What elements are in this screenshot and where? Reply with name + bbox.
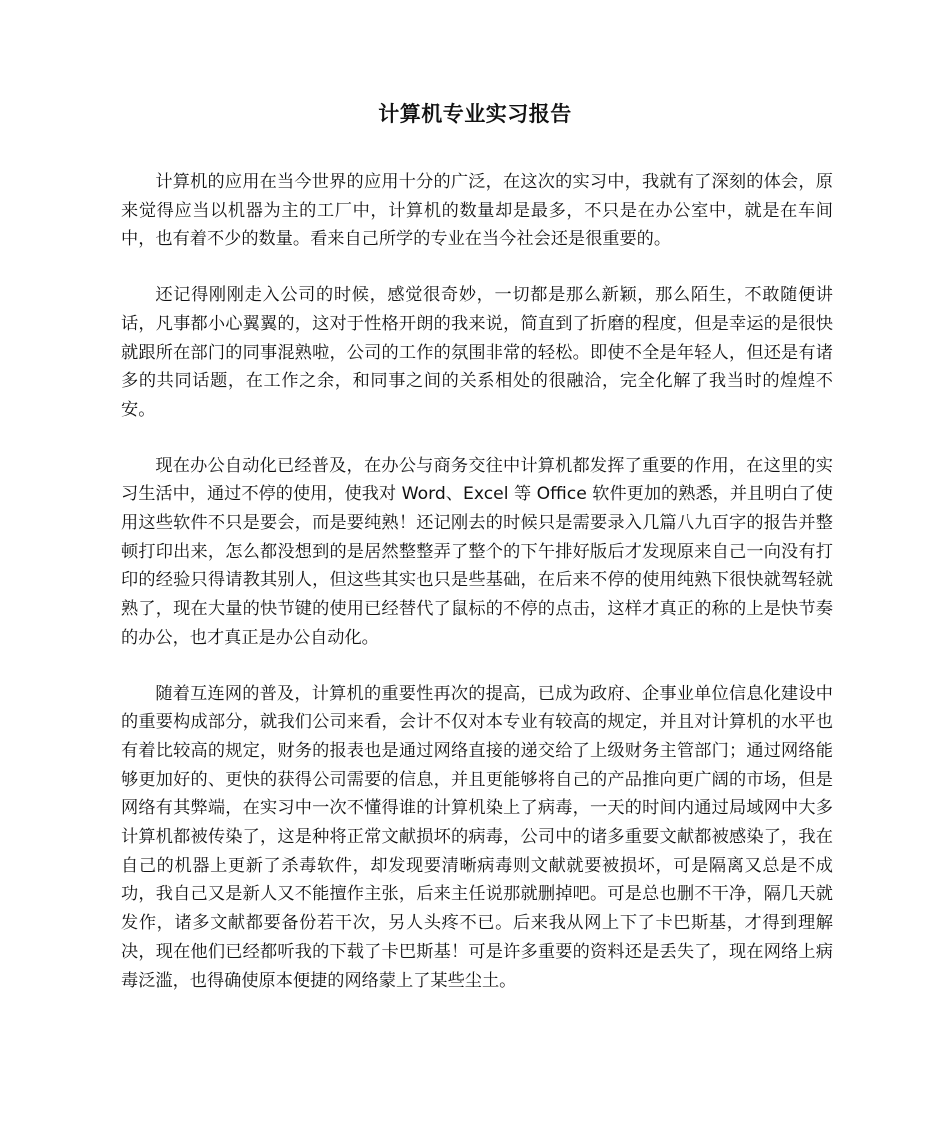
- document-title: 计算机专业实习报告: [378, 102, 572, 126]
- paragraph-3: 现在办公自动化已经普及，在办公与商务交往中计算机都发挥了重要的作用，在这里的实习生活中，通过不停的使用，使我对 Word、Excel 等 Office 软件更加的熟悉，并且明白了使用这些软件不只是要会，而是要纯熟！还记刚去的时候只是需要录入几篇八九百字的报告并整顿打印出来，怎么都没想到的是居然整整弄了整个的下午排好版后才发现原来自己一向没有打印的经验只得请教其别人，但这些其实也只是些基础，在后来不停的使用纯熟下很快就驾轻就熟了，现在大量的快节键的使用已经替代了鼠标的不停的点击，这样才真正的称的上是快节奏的办公，也才真正是办公自动化。: [121, 455, 833, 648]
- paragraph-1: 计算机的应用在当今世界的应用十分的广泛，在这次的实习中，我就有了深刻的体会，原来觉得应当以机器为主的工厂中，计算机的数量却是最多，不只是在办公室中，就是在车间中，也有着不少的数量。看来自己所学的专业在当今社会还是很重要的。: [121, 172, 833, 250]
- paragraph-2: 还记得刚刚走入公司的时候，感觉很奇妙，一切都是那么新颖，那么陌生，不敢随便讲话，凡事都小心翼翼的，这对于性格开朗的我来说，简直到了折磨的程度，但是幸运的是很快就跟所在部门的同事混熟啦，公司的工作的氛围非常的轻松。即使不全是年轻人，但还是有诸多的共同话题，在工作之余，和同事之间的关系相处的很融洽，完全化解了我当时的煌煌不安。: [121, 285, 833, 420]
- paragraph-4: 随着互连网的普及，计算机的重要性再次的提高，已成为政府、企事业单位信息化建设中的重要构成部分，就我们公司来看，会计不仅对本专业有较高的规定，并且对计算机的水平也有着比较高的规定，财务的报表也是通过网络直接的递交给了上级财务主管部门；通过网络能够更加好的、更快的获得公司需要的信息，并且更能够将自己的产品推向更广阔的市场，但是网络有其弊端，在实习中一次不懂得谁的计算机染上了病毒，一天的时间内通过局域网中大多计算机都被传染了，这是种将正常文献损坏的病毒，公司中的诸多重要文献都被感染了，我在自己的机器上更新了杀毒软件，却发现要清晰病毒则文献就要被损坏，可是隔离又总是不成功，我自己又是新人又不能擅作主张，后来主任说那就删掉吧。可是总也删不干净，隔几天就发作，诸多文献都要备份若干次，另人头疼不已。后来我从网上下了卡巴斯基，才得到理解决，现在他们已经都听我的下载了卡巴斯基！可是许多重要的资料还是丢失了，现在网络上病毒泛滥，也得确使原本便捷的网络蒙上了某些尘土。: [121, 683, 833, 991]
- document-body: [121, 168, 833, 1022]
